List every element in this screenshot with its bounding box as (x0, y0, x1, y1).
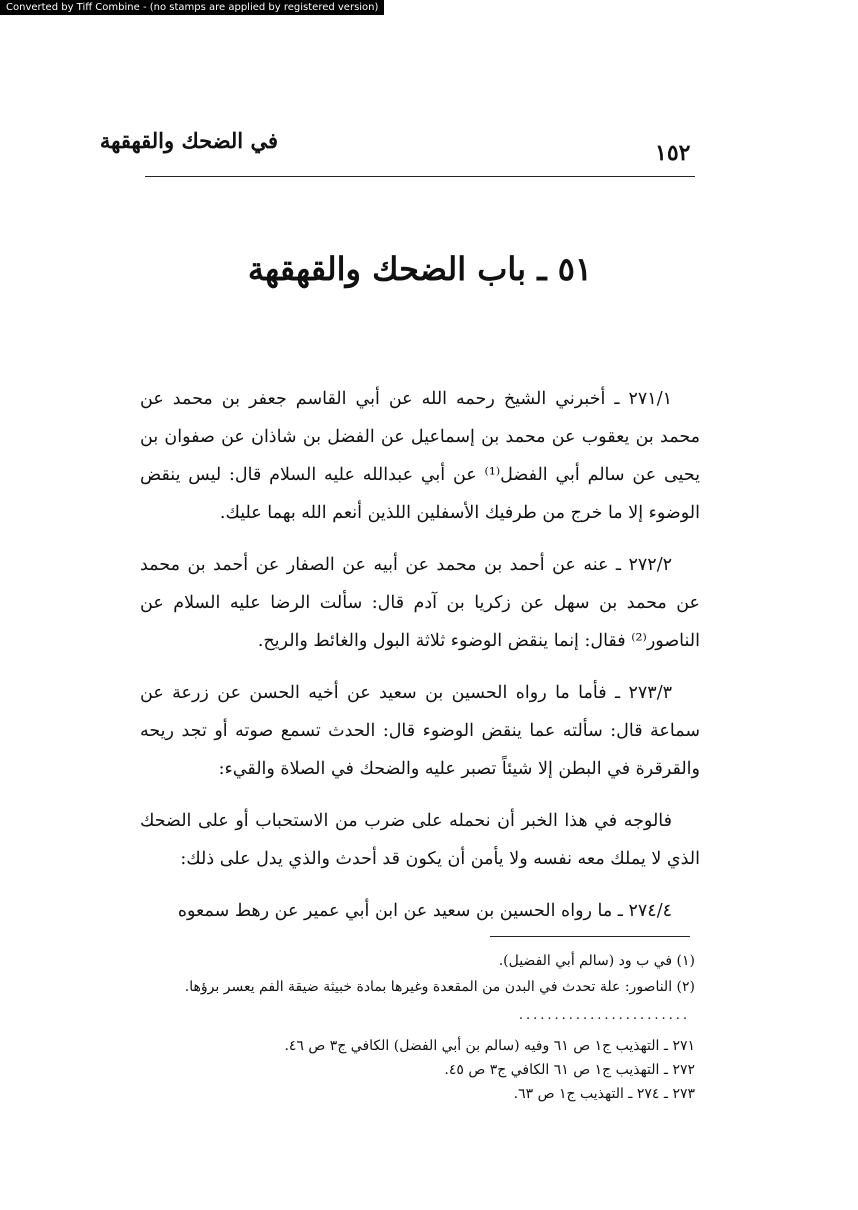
paragraph-hadith-272: ٢٧٢/٢ ـ عنه عن أحمد بن محمد عن أبيه عن الصفار عن أحمد بن محمد عن محمد بن سهل عن زكريا بن آدم قال: سألت الرضا عليه السلام عن الناصور⁽²⁾ فقال: إنما ينقض الوضوء ثلاثة البول والغائط والريح. (140, 555, 700, 651)
header-rule (145, 176, 695, 177)
reference-273-274: ٢٧٣ ـ ٢٧٤ ـ التهذيب ج١ ص ٦٣. (513, 1086, 695, 1102)
dotted-separator: ........................ (518, 1008, 690, 1023)
paragraph-hadith-274: ٢٧٤/٤ ـ ما رواه الحسين بن سعيد عن ابن أبي عمير عن رهط سمعوه (177, 901, 672, 921)
footnote-1: (١) في ب ود (سالم أبي الفضيل). (498, 953, 695, 969)
footnote-2: (٢) الناصور: علة تحدث في البدن من المقعدة وغيرها بمادة خبيثة ضيقة الفم يعسر برؤها. (184, 979, 695, 995)
converter-watermark: Converted by Tiff Combine - (no stamps are applied by registered version) (0, 0, 384, 15)
paragraph-commentary: فالوجه في هذا الخبر أن نحمله على ضرب من الاستحباب أو على الضحك الذي لا يملك معه نفسه ولا يأمن أن يكون قد أحدث والذي يدل على ذلك: (140, 811, 700, 869)
reference-271: ٢٧١ ـ التهذيب ج١ ص ٦١ وفيه (سالم بن أبي الفضل) الكافي ج٣ ص ٤٦. (284, 1038, 695, 1054)
footnote-rule (490, 936, 690, 937)
chapter-title: ٥١ ـ باب الضحك والقهقهة (247, 250, 593, 288)
page-number: ١٥٢ (655, 140, 691, 166)
reference-272: ٢٧٢ ـ التهذيب ج١ ص ٦١ الكافي ج٣ ص ٤٥. (444, 1062, 695, 1078)
source-references (150, 1034, 695, 1106)
footnotes (150, 948, 695, 1000)
running-head: في الضحك والقهقهة (99, 128, 278, 153)
paragraph-hadith-271: ٢٧١/١ ـ أخبرني الشيخ رحمه الله عن أبي القاسم جعفر بن محمد عن محمد بن يعقوب عن محمد بن إسماعيل عن الفضل بن شاذان عن صفوان بن يحيى عن سالم أبي الفضل⁽¹⁾ عن أبي عبدالله عليه السلام قال: ليس ينقض الوضوء إلا ما خرج من طرفيك الأسفلين اللذين أنعم الله بهما عليك. (140, 389, 700, 523)
paragraph-hadith-273: ٢٧٣/٣ ـ فأما ما رواه الحسين بن سعيد عن أخيه الحسن عن زرعة عن سماعة قال: سألته عما ينقض الوضوء قال: الحدث تسمع صوته أو تجد ريحه والقرقرة في البطن إلا شيئاً تصبر عليه والضحك في الصلاة والقيء: (140, 683, 700, 779)
main-text (140, 380, 700, 930)
